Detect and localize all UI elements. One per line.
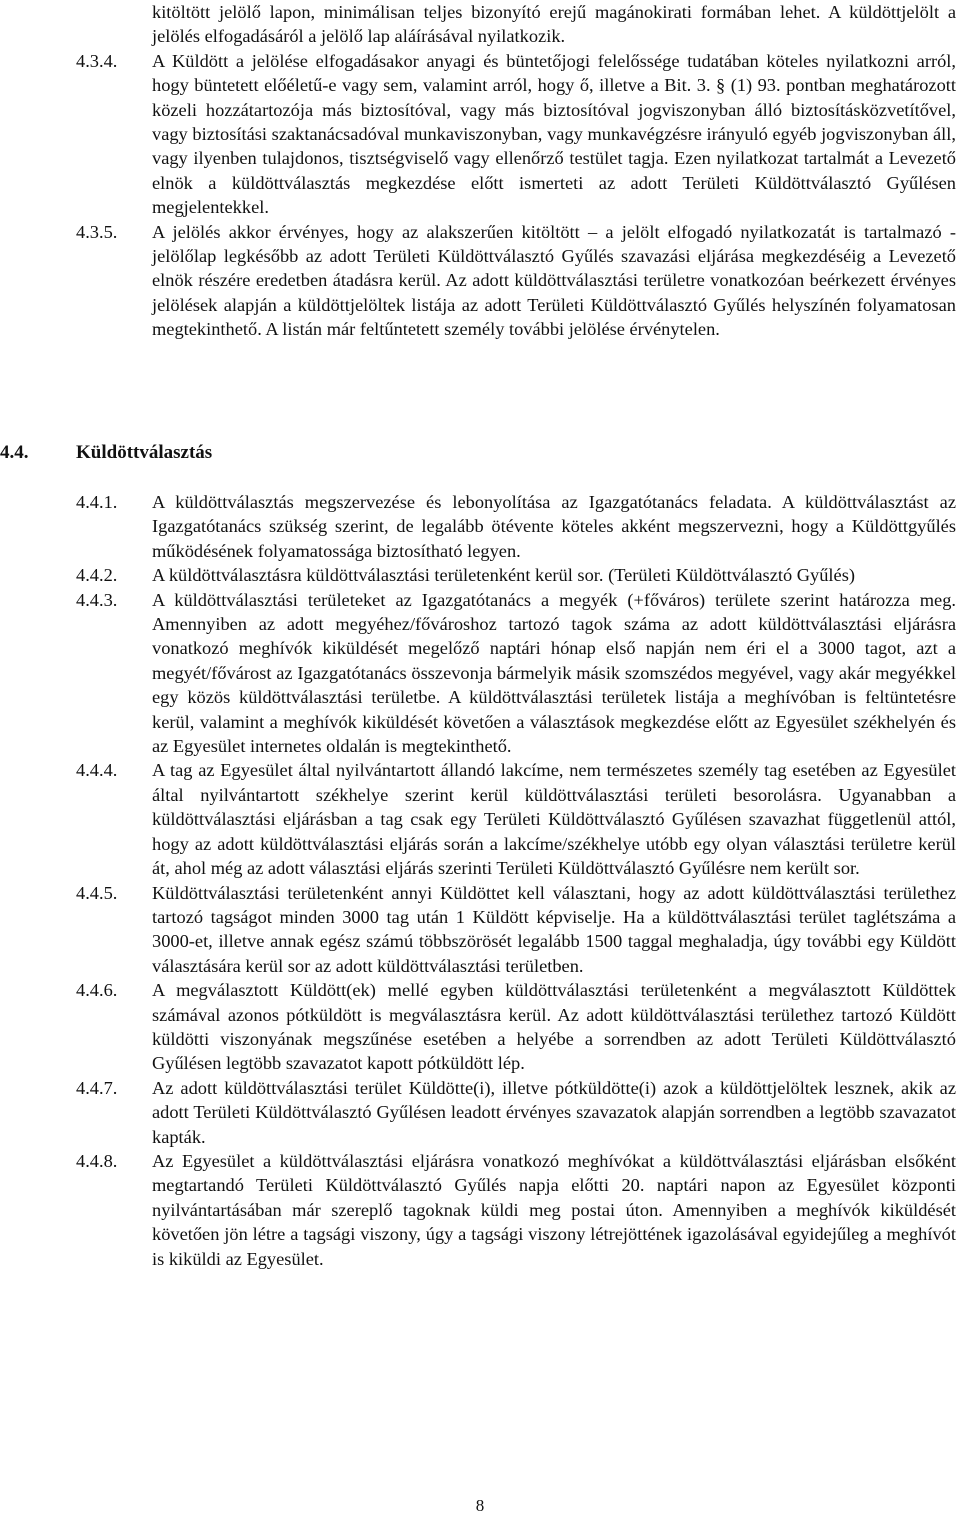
clause-number: 4.4.1. [76,492,118,512]
clause-number: 4.4.4. [76,760,118,781]
clause-4-4-5 [76,881,956,979]
clause-4-4-3 [76,588,956,759]
clause-text: A küldöttválasztásra küldöttválasztási területenként kerül sor. (Területi Küldöttválasztó Gyűlés) [152,565,855,586]
continuation-paragraph: kitöltött jelölő lapon, minimálisan teljes bizonyító erejű magánokirati formában lehet. A küldöttjelölt a jelölés elfogadásáról a jelölő lap aláírásával nyilatkozik. [152,2,956,47]
clause-text: A küldöttválasztási területeket az Igazgatótanács a megyék (+főváros) területe szerint határozza meg. Amennyiben az adott megyéhez/fővároshoz tartozó tagok száma az adott küldöttválasztási eljárásra vonatkozó meghívók kiküldését megelőző naptári hónap első napján nem éri el a 3000 tagot, azt a megyét/fővárost az Igazgatótanács összevonja bármelyik másik szomszédos megyével, vagy akár megyékkel egy közös küldöttválasztási területbe. A küldöttválasztási területek listája a meghívóban is feltüntetésre kerül, valamint a meghívók kiküldését követően a választások megkezdése előtt az Egyesület székhelyén és az Egyesület internetes oldalán is megtekinthető. [152,589,956,757]
section-number: 4.4. [0,442,29,463]
clause-number: 4.4.6. [76,980,118,1001]
page-number: 8 [475,1496,485,1515]
clause-number: 4.3.4. [76,50,118,71]
clause-number: 4.4.5. [76,882,118,903]
clause-text: Az Egyesület a küldöttválasztási eljárásra vonatkozó meghívókat a küldöttválasztási eljárásban elsőként megtartandó Területi Küldöttválasztó Gyűlés napja előtti 20. naptári napon az Egyesület központi nyilvántartásában már szereplő tagoknak küldi meg postai úton. Amennyiben a meghívók kiküldését követően jön létre a tagsági viszony, úgy a tagsági viszony létrejöttének igazolásával egyidejűleg a meghívót is kiküldi az Egyesület. [152,1150,956,1269]
clause-4-4-8 [76,1149,956,1271]
clause-text: A tag az Egyesület által nyilvántartott állandó lakcíme, nem természetes személy tag esetében az Egyesület által nyilvántartott székhelye szerint kerül küldöttválasztási területi besorolásra. Ugyanabban a küldöttválasztási eljárásban a tag csak egy Területi Küldöttválasztó Gyűlésen szavazhat függetlenül attól, hogy az adott küldöttválasztási eljárás során a lakcíme/székhelye utóbb egy olyan választási területre kerül át, ahol még az adott választási eljárás szerinti Területi Küldöttválasztó Gyűlésre nem került sor. [152,760,956,879]
section-heading [0,440,600,466]
clause-number: 4.4.3. [76,589,118,610]
clause-4-4-2 [76,563,956,587]
clause-4-4-1 [76,490,956,563]
clause-4-4-7 [76,1076,956,1149]
clause-number: 4.4.2. [76,565,118,586]
clause-number: 4.3.5. [76,221,118,242]
clause-4-3-5 [76,220,956,342]
clause-text: A jelölés akkor érvényes, hogy az alakszerűen kitöltött – a jelölt elfogadó nyilatkozatát is tartalmazó - jelölőlap legkésőbb az adott Területi Küldöttválasztó Gyűlés szavazási eljárása megkezdéséig a Levezető elnök részére eredetben átadásra kerül. Az adott küldöttválasztási területre vonatkozóan beérkezett érvényes jelölések alapján a küldöttjelöltek listája az adott Területi Küldöttválasztó Gyűlés helyszínén folyamatosan megtekinthető. A listán már feltűntetett személy további jelölése érvénytelen. [152,221,956,340]
clause-number: 4.4.7. [76,1077,118,1098]
clause-text: Küldöttválasztási területenként annyi Küldöttet kell választani, hogy az adott küldöttválasztási területhez tartozó tagságot minden 3000 tag után 1 Küldött képviselje. Ha a küldöttválasztási terület taglétszáma a 3000-et, illetve annak egész számú többszörösét legalább 1500 taggal meghaladja, úgy további egy Küldött választására kerül sor az adott küldöttválasztási területben. [152,882,956,976]
clause-text: Az adott küldöttválasztási terület Küldötte(i), illetve pótküldötte(i) azok a küldöttjelöltek lesznek, akik az adott Területi Küldöttválasztó Gyűlésen leadott érvényes szavazatok alapján sorrendben a legtöbb szavazatot kapták. [152,1077,956,1147]
clause-text: A küldöttválasztás megszervezése és lebonyolítása az Igazgatótanács feladata. A küldöttválasztást az Igazgatótanács szükség szerint, de legalább ötévente köteles akként megszervezni, hogy a Küldöttgyűlés működésének folyamatossága biztosítható legyen. [152,492,956,561]
clause-text: A Küldött a jelölése elfogadásakor anyagi és büntetőjogi felelőssége tudatában köteles nyilatkozni arról, hogy büntetett előéletű-e vagy sem, valamint arról, hogy ő, illetve a Bit. 3. § (1) 93. pontban meghatározott közeli hozzátartozója más biztosítóval, vagy más biztosítóval jogviszonyban álló biztosításközvetítővel, vagy biztosítási szaktanácsadóval munkaviszonyban, vagy munkavégzésre irányuló egyéb jogviszonyban áll, vagy ilyenben tulajdonos, tisztségviselő vagy ellenőrző testület tagja. Ezen nyilatkozat tartalmát a Levezető elnök a küldöttválasztás megkezdése előtt ismerteti az adott Területi Küldöttválasztó Gyűlésen megjelentekkel. [152,50,956,218]
clause-4-4-6 [76,978,956,1076]
top-block [76,0,956,342]
bottom-block [76,490,956,1271]
clause-4-4-4 [76,758,956,880]
clause-number: 4.4.8. [76,1150,118,1171]
section-title: Küldöttválasztás [76,442,213,463]
clause-text: A megválasztott Küldött(ek) mellé egyben küldöttválasztási területenként a megválasztott Küldöttek számával azonos pótküldött is megválasztásra kerül. Az adott küldöttválasztási területhez tartozó Küldött küldötti viszonyának megszűnése esetében a helyébe a sorrendben az adott Területi Küldöttválasztó Gyűlésen legtöbb szavazatot kapott pótküldött lép. [152,980,956,1074]
clause-4-3-4 [76,49,956,220]
